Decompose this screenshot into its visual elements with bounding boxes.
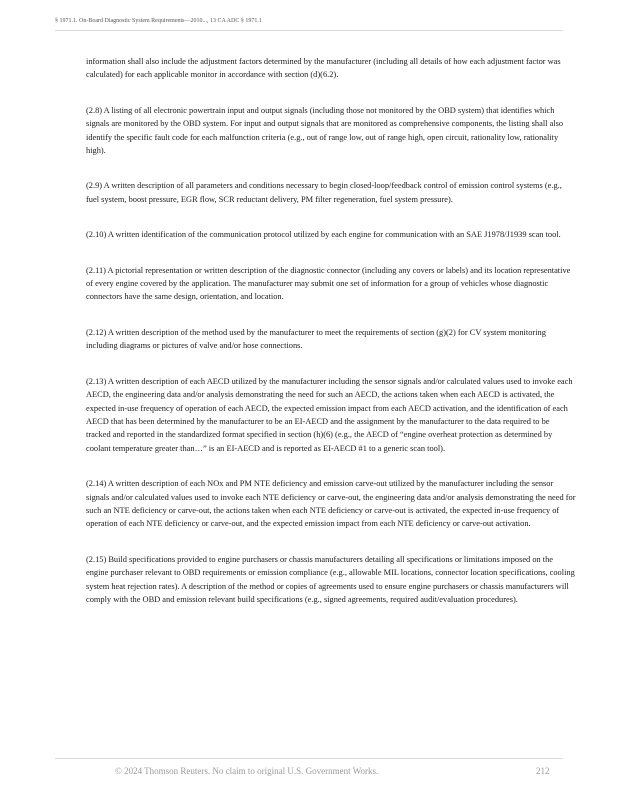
paragraph-2-11: (2.11) A pictorial representation or written description of the diagnostic connector (including any covers or labels) and its location representative of every engine covered by the application. The manufacturer may submit one set of information for a group of vehicles whose diagnostic connectors have the same design, orientation, and location. bbox=[86, 265, 571, 302]
header-divider bbox=[55, 30, 563, 31]
page-number: 212 bbox=[536, 766, 550, 776]
document-body bbox=[86, 55, 576, 606]
paragraph-2-10: (2.10) A written identification of the communication protocol utilized by each engine for communication with an SAE J1978/J1939 scan tool. bbox=[86, 230, 561, 240]
paragraph-2-12: (2.12) A written description of the method used by the manufacturer to meet the requirements of section (g)(2) for CV system monitoring including diagrams or pictures of valve and/or hose connections. bbox=[86, 327, 546, 351]
paragraph-2-9: (2.9) A written description of all parameters and conditions necessary to begin closed-loop/feedback control of emission control systems (e.g., fuel system, boost pressure, EGR flow, SCR reductant delivery, PM filter regeneration, fuel system pressure). bbox=[86, 181, 562, 204]
footer-divider bbox=[55, 758, 563, 759]
paragraph-2-15: (2.15) Build specifications provided to engine purchasers or chassis manufacturers detailing all specifications or limitations imposed on the engine purchaser relevant to OBD requirements or emission compliance (e.g., allowable MIL locations, connector location specifications, cooling system heat rejection rates). A description of the method or copies of agreements used to ensure engine purchasers or chassis manufacturers will comply with the OBD and emission relevant build specifications (e.g., signed agreements, required audit/evaluation procedures). bbox=[86, 554, 575, 604]
running-header: § 1971.1. On-Board Diagnostic System Requirements—2010..., 13 CA ADC § 1971.1 bbox=[55, 18, 262, 24]
copyright-notice: © 2024 Thomson Reuters. No claim to original U.S. Government Works. bbox=[115, 766, 379, 776]
paragraph-2-13: (2.13) A written description of each AECD utilized by the manufacturer including the sensor signals and/or calculated values used to invoke each AECD, the engineering data and/or analysis demonstrating the need for such an AECD, the actions taken when each AECD is activated, the expected in-use frequency of operation of each AECD, the expected emission impact from each AECD activation, and the identification of each AECD that has been determined by the manufacturer to be an EI-AECD and the assignment by the manufacturer to the data required to be tracked and reported in the standardized format specified in section (h)(6) (e.g., the AECD of “engine overheat protection as determined by coolant temperature greater than…” is an EI-AECD and is reported as EI-AECD #1 to a generic scan tool). bbox=[86, 376, 573, 453]
paragraph-2-14: (2.14) A written description of each NOx and PM NTE deficiency and emission carve-out utilized by the manufacturer including the sensor signals and/or calculated values used to invoke each NTE deficiency or carve-out, the engineering data and/or analysis demonstrating the need for such an NTE deficiency or carve-out, the actions taken when each NTE deficiency or carve-out is activated, the expected in-use frequency of operation of each NTE deficiency or carve-out, and the expected emission impact from each NTE deficiency or carve-out activation. bbox=[86, 479, 576, 529]
paragraph-2-8: (2.8) A listing of all electronic powertrain input and output signals (including those not monitored by the OBD system) that identifies which signals are monitored by the OBD system. For input and output signals that are monitored as comprehensive components, the listing shall also identify the specific fault code for each malfunction criteria (e.g., out of range low, out of range high, open circuit, rationality low, rationality high). bbox=[86, 105, 564, 156]
paragraph-2-7-continuation: information shall also include the adjustment factors determined by the manufacturer (including all details of how each adjustment factor was calculated) for each applicable monitor in accordance with section (d)(6.2). bbox=[86, 57, 561, 80]
